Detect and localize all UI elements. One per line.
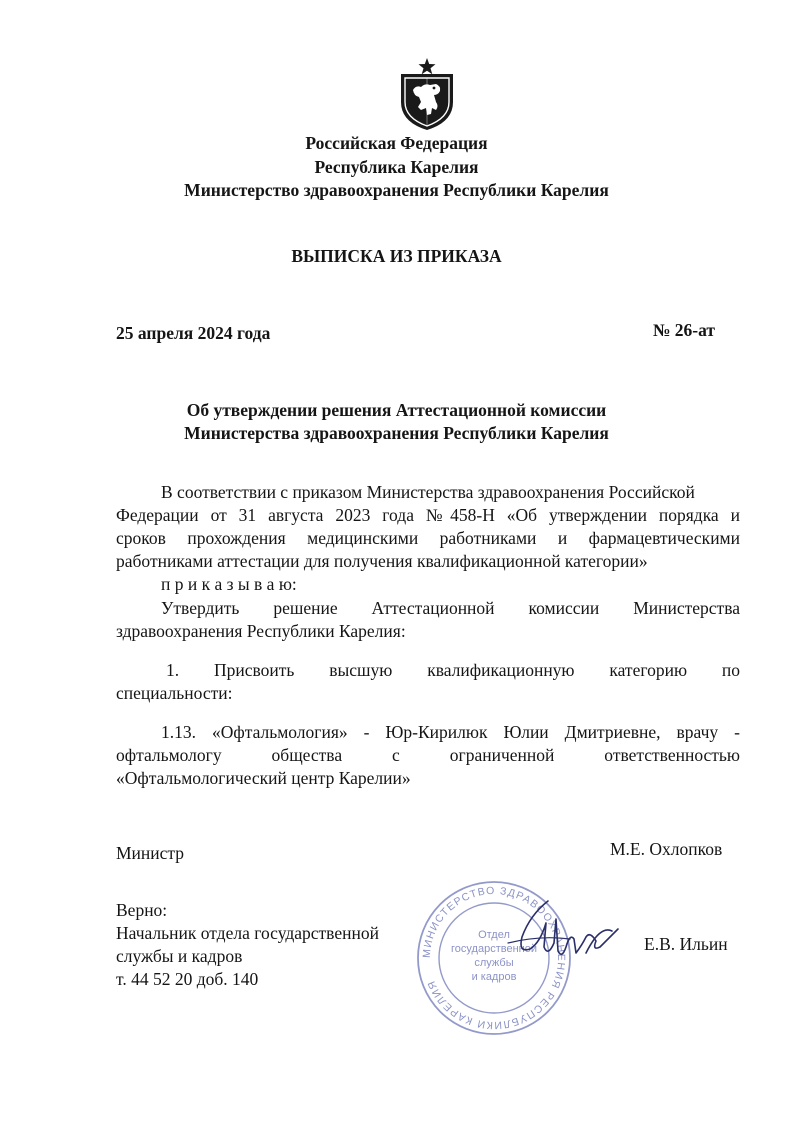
text-line: сроков прохождения медицинскими работниками и фармацевтическими <box>116 528 740 548</box>
order-word: п р и к а з ы в а ю: <box>161 574 297 594</box>
document-title: ВЫПИСКА ИЗ ПРИКАЗА <box>291 246 502 266</box>
text-line: В соответствии с приказом Министерства здравоохранения Российской <box>161 482 695 502</box>
header-country: Российская Федерация <box>305 133 488 153</box>
text-line: офтальмологу общества с ограниченной ответственностью <box>116 745 740 765</box>
text-line: Федерации от 31 августа 2023 года №458-Н «Об утверждении порядка и <box>116 505 740 525</box>
certifier-name: Е.В. Ильин <box>644 934 728 954</box>
order-subject-line2: Министерства здравоохранения Республики Карелия <box>184 423 609 443</box>
verno-label: Верно: <box>116 900 168 920</box>
stamp-inner-text: Отдел <box>478 929 510 941</box>
certifier-position-2: службы и кадров <box>116 946 243 966</box>
minister-name: М.Е. Охлопков <box>610 839 723 859</box>
text-line: «Офтальмологический центр Карелии» <box>116 768 411 788</box>
text-line: работниками аттестации для получения квалификационной категории» <box>116 551 648 571</box>
header-ministry: Министерство здравоохранения Республики Карелия <box>184 180 609 200</box>
text-line: 1.13. «Офтальмология» - Юр-Кирилюк Юлии Дмитриевне, врачу - <box>161 722 740 742</box>
stamp-inner-text: государственной <box>451 943 537 955</box>
order-date: 25 апреля 2024 года <box>116 323 271 343</box>
certifier-position: Начальник отдела государственной <box>116 923 379 943</box>
stamp-inner-text: и кадров <box>471 971 517 983</box>
text-line: 1. Присвоить высшую квалификационную категорию по <box>166 660 740 680</box>
minister-role: Министр <box>116 843 185 863</box>
handwritten-signature <box>500 895 630 970</box>
order-subject-line1: Об утверждении решения Аттестационной комиссии <box>186 400 607 420</box>
text-line: здравоохранения Республики Карелия: <box>116 621 406 641</box>
stamp-inner-text: службы <box>474 957 514 969</box>
header-republic: Республика Карелия <box>314 157 479 177</box>
stamp-ring-text: МИНИСТЕРСТВО ЗДРАВООХРАНЕНИЯ РЕСПУБЛИКИ КАРЕЛИЯ <box>420 884 568 1032</box>
order-number: № 26-ат <box>652 320 715 340</box>
text-line: специальности: <box>116 683 233 703</box>
text-line: Утвердить решение Аттестационной комиссии Министерства <box>161 598 740 618</box>
karelia-coat-of-arms-icon <box>396 56 458 132</box>
certifier-phone: т. 44 52 20 доб. 140 <box>116 969 259 989</box>
